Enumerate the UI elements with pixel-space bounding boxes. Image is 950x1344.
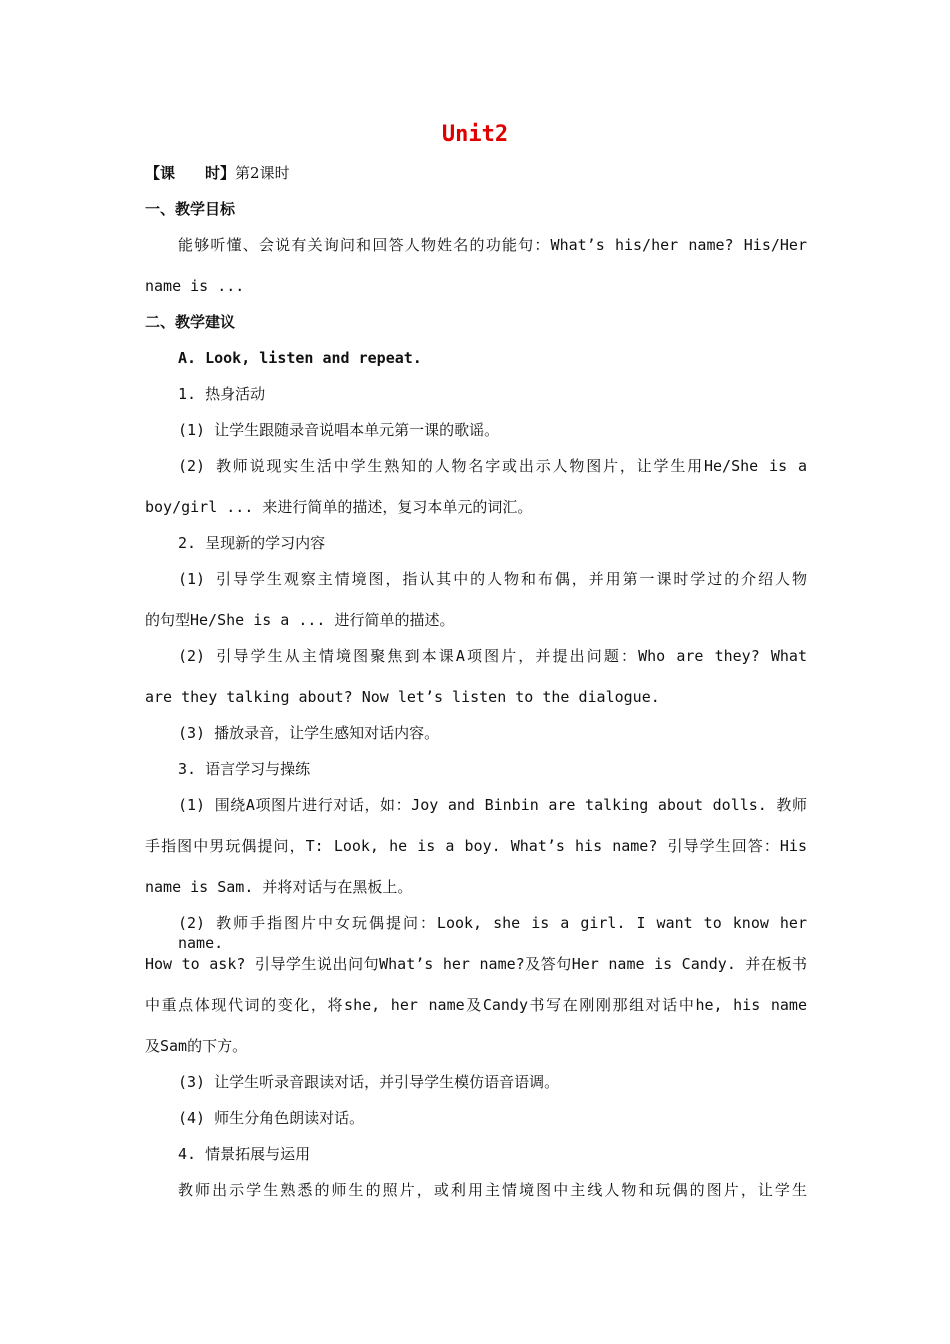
step-2-item-1-line-2: 的句型He/She is a ... 进行简单的描述。	[145, 611, 455, 629]
lesson-line	[145, 163, 807, 183]
step-2-item-2-line-2: are they talking about? Now let’s listen to the dialogue.	[145, 688, 660, 706]
step-3-item-2-line-4: 及Sam的下方。	[145, 1037, 248, 1055]
step-3-item-3: (3) 让学生听录音跟读对话，并引导学生模仿语音语调。	[178, 1073, 560, 1091]
section-heading-goals: 一、教学目标	[145, 200, 236, 218]
document-title: Unit2	[441, 122, 509, 147]
step-2-heading: 2. 呈现新的学习内容	[178, 534, 326, 552]
step-3-item-2-line-1: (2) 教师手指图片中女玩偶提问：Look, she is a girl. I want to know her name.	[178, 914, 807, 952]
step-3-item-1-line-1: (1) 围绕A项图片进行对话，如：Joy and Binbin are talking about dolls. 教师	[178, 796, 807, 814]
step-4-line-1: 教师出示学生熟悉的师生的照片，或利用主情境图中主线人物和玩偶的图片，让学生	[178, 1181, 807, 1199]
lesson-label-open: 【课	[145, 164, 176, 182]
step-3-item-1-line-2: 手指图中男玩偶提问，T: Look, he is a boy. What’s his name? 引导学生回答：His	[145, 837, 807, 855]
step-3-item-2-line-3: 中重点体现代词的变化，将she, her name及Candy书写在刚刚那组对话中he, his name	[145, 996, 807, 1014]
step-1-heading: 1. 热身活动	[178, 385, 266, 403]
step-2-item-3: (3) 播放录音，让学生感知对话内容。	[178, 724, 440, 742]
lesson-label-close: 时】	[205, 164, 236, 182]
step-3-item-1-line-3: name is Sam. 并将对话与在黑板上。	[145, 878, 413, 896]
step-3-item-4: (4) 师生分角色朗读对话。	[178, 1109, 365, 1127]
step-4-heading: 4. 情景拓展与运用	[178, 1145, 311, 1163]
part-a-heading: A. Look, listen and repeat.	[178, 349, 422, 367]
lesson-value: 第2课时	[235, 164, 290, 182]
step-2-item-2-line-1: (2) 引导学生从主情境图聚焦到本课A项图片，并提出问题：Who are they? What	[178, 647, 807, 665]
step-1-item-1: (1) 让学生跟随录音说唱本单元第一课的歌谣。	[178, 421, 500, 439]
step-1-item-2-line-1: (2) 教师说现实生活中学生熟知的人物名字或出示人物图片，让学生用He/She is a	[178, 457, 807, 475]
step-1-item-2-line-2: boy/girl ... 来进行简单的描述，复习本单元的词汇。	[145, 498, 533, 516]
step-3-heading: 3. 语言学习与操练	[178, 760, 311, 778]
section-heading-suggestions: 二、教学建议	[145, 313, 236, 331]
step-2-item-1-line-1: (1) 引导学生观察主情境图，指认其中的人物和布偶，并用第一课时学过的介绍人物	[178, 570, 807, 588]
goals-line-1: 能够听懂、会说有关询问和回答人物姓名的功能句：What’s his/her name? His/Her	[178, 236, 807, 254]
step-3-item-2-line-2: How to ask? 引导学生说出问句What’s her name?及答句Her name is Candy. 并在板书	[145, 955, 807, 973]
goals-line-2: name is ...	[145, 277, 245, 295]
